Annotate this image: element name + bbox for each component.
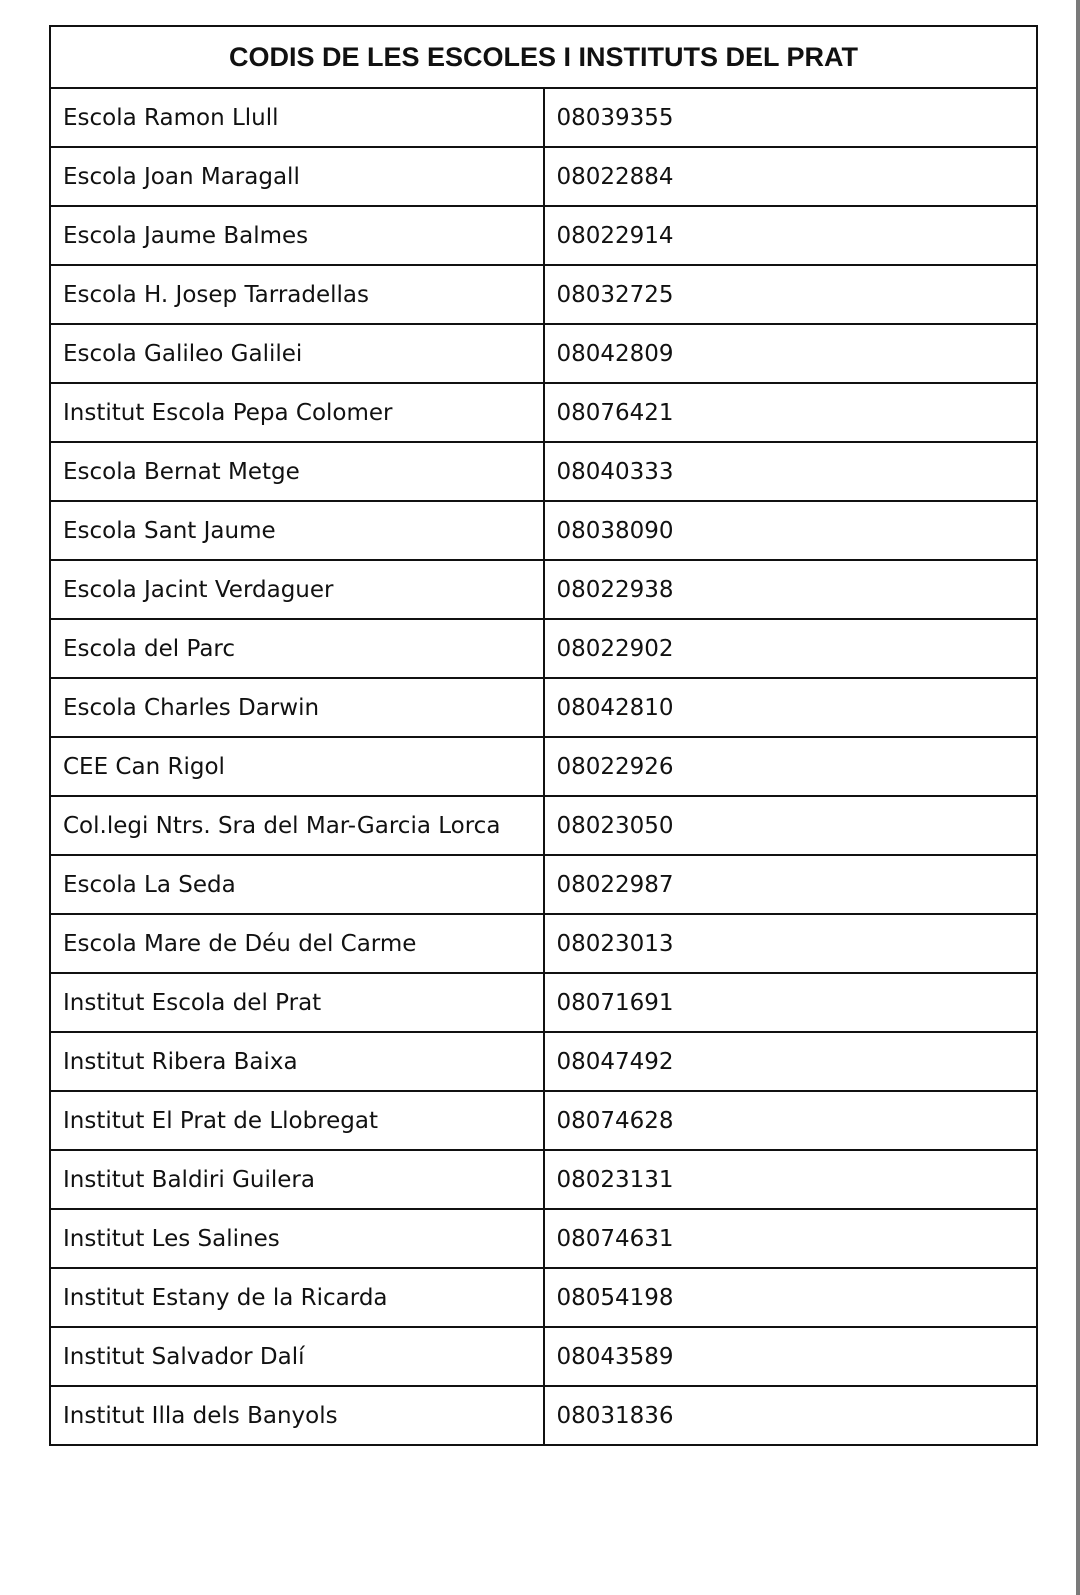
school-name-cell: Escola Mare de Déu del Carme — [50, 914, 544, 973]
school-code-cell: 08047492 — [544, 1032, 1038, 1091]
school-code-cell: 08042810 — [544, 678, 1038, 737]
school-code-cell: 08022914 — [544, 206, 1038, 265]
table-row — [50, 914, 1037, 973]
school-code-cell: 08032725 — [544, 265, 1038, 324]
school-code-cell: 08022938 — [544, 560, 1038, 619]
school-name-cell: Institut Escola Pepa Colomer — [50, 383, 544, 442]
school-code-cell: 08054198 — [544, 1268, 1038, 1327]
school-code-cell: 08023013 — [544, 914, 1038, 973]
school-code-cell: 08042809 — [544, 324, 1038, 383]
school-code-cell: 08043589 — [544, 1327, 1038, 1386]
school-name-cell: Escola Ramon Llull — [50, 88, 544, 147]
school-code-cell: 08022926 — [544, 737, 1038, 796]
school-name-cell: Escola Sant Jaume — [50, 501, 544, 560]
school-name-cell: Col.legi Ntrs. Sra del Mar-Garcia Lorca — [50, 796, 544, 855]
table-title: CODIS DE LES ESCOLES I INSTITUTS DEL PRAT — [50, 26, 1037, 88]
table-row — [50, 678, 1037, 737]
school-name-cell: CEE Can Rigol — [50, 737, 544, 796]
table-row — [50, 560, 1037, 619]
school-name-cell: Escola La Seda — [50, 855, 544, 914]
table-row — [50, 88, 1037, 147]
school-name-cell: Escola Joan Maragall — [50, 147, 544, 206]
school-name-cell: Institut Baldiri Guilera — [50, 1150, 544, 1209]
school-name-cell: Escola H. Josep Tarradellas — [50, 265, 544, 324]
table-row — [50, 1209, 1037, 1268]
school-code-cell: 08022884 — [544, 147, 1038, 206]
school-code-cell: 08023050 — [544, 796, 1038, 855]
school-name-cell: Escola Bernat Metge — [50, 442, 544, 501]
table-body — [50, 88, 1037, 1445]
table-row — [50, 1386, 1037, 1445]
table-row — [50, 737, 1037, 796]
school-name-cell: Escola del Parc — [50, 619, 544, 678]
school-name-cell: Escola Galileo Galilei — [50, 324, 544, 383]
school-code-cell: 08071691 — [544, 973, 1038, 1032]
school-code-cell: 08076421 — [544, 383, 1038, 442]
school-name-cell: Institut Escola del Prat — [50, 973, 544, 1032]
school-name-cell: Institut Ribera Baixa — [50, 1032, 544, 1091]
table-row — [50, 1091, 1037, 1150]
school-name-cell: Institut Salvador Dalí — [50, 1327, 544, 1386]
school-code-cell: 08074631 — [544, 1209, 1038, 1268]
table-row — [50, 147, 1037, 206]
school-name-cell: Escola Jacint Verdaguer — [50, 560, 544, 619]
school-name-cell: Institut Les Salines — [50, 1209, 544, 1268]
school-code-cell: 08023131 — [544, 1150, 1038, 1209]
table-row — [50, 206, 1037, 265]
school-code-cell: 08022987 — [544, 855, 1038, 914]
school-code-cell: 08022902 — [544, 619, 1038, 678]
table-row — [50, 855, 1037, 914]
table-header-row — [50, 26, 1037, 88]
school-name-cell: Institut El Prat de Llobregat — [50, 1091, 544, 1150]
table-row — [50, 1268, 1037, 1327]
school-code-cell: 08074628 — [544, 1091, 1038, 1150]
school-code-cell: 08031836 — [544, 1386, 1038, 1445]
table-row — [50, 973, 1037, 1032]
table-row — [50, 383, 1037, 442]
table-row — [50, 1327, 1037, 1386]
page-edge-divider — [1076, 0, 1080, 1595]
school-code-cell: 08039355 — [544, 88, 1038, 147]
table-row — [50, 265, 1037, 324]
table-row — [50, 1032, 1037, 1091]
school-name-cell: Institut Estany de la Ricarda — [50, 1268, 544, 1327]
table-row — [50, 796, 1037, 855]
school-name-cell: Escola Charles Darwin — [50, 678, 544, 737]
school-code-cell: 08038090 — [544, 501, 1038, 560]
school-code-cell: 08040333 — [544, 442, 1038, 501]
table-row — [50, 501, 1037, 560]
table-row — [50, 324, 1037, 383]
school-name-cell: Escola Jaume Balmes — [50, 206, 544, 265]
table-row — [50, 619, 1037, 678]
table-row — [50, 1150, 1037, 1209]
school-codes-table — [49, 25, 1038, 1446]
school-name-cell: Institut Illa dels Banyols — [50, 1386, 544, 1445]
table-row — [50, 442, 1037, 501]
